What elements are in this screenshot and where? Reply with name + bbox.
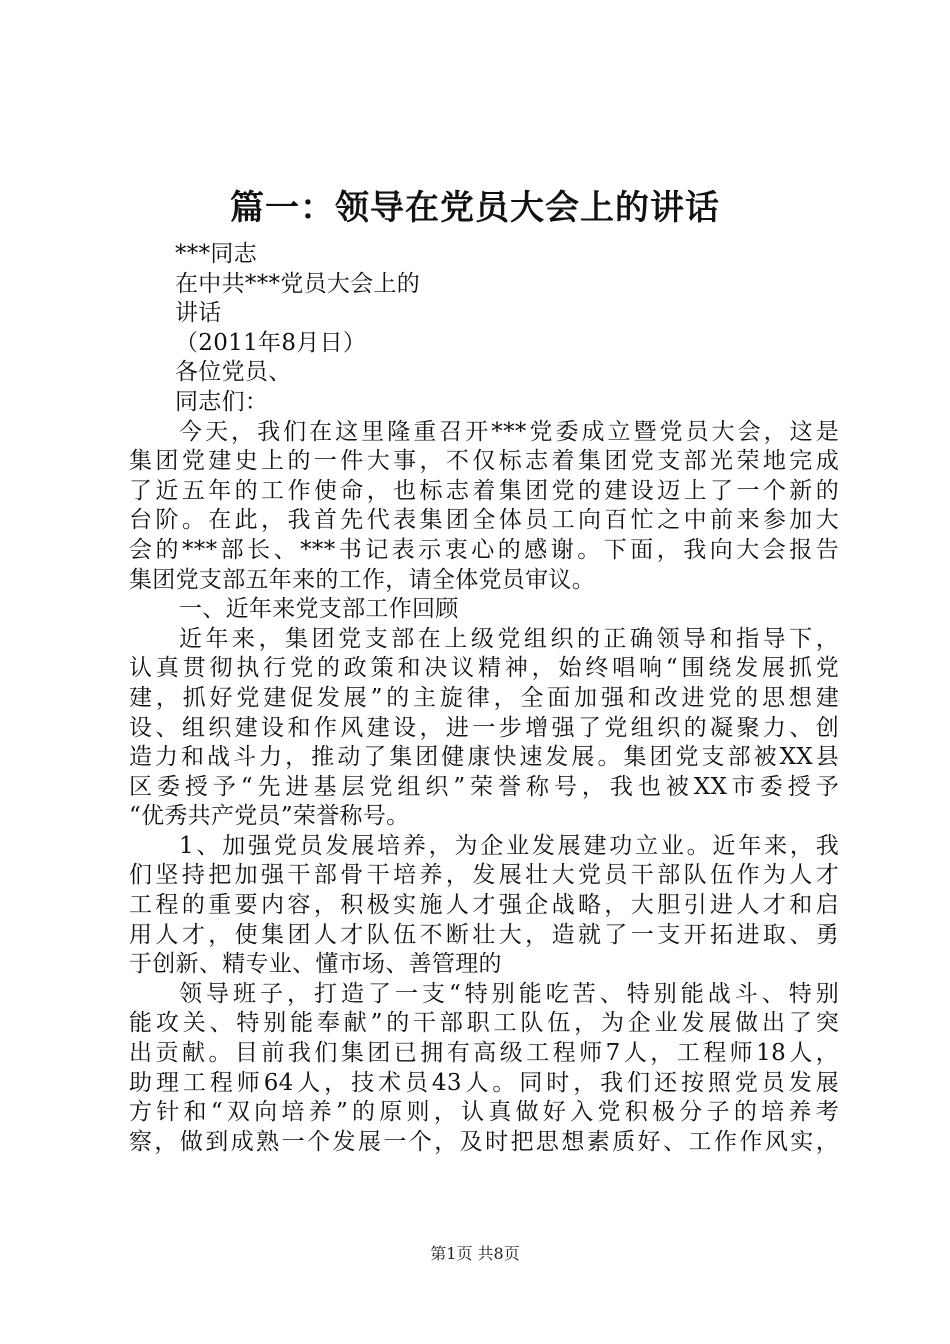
date-line: （2011年8月日）: [175, 329, 367, 356]
document-body: [129, 240, 839, 1157]
paragraph-line: 们坚持把加强干部骨干培养，发展壮大党员干部队伍作为人才: [129, 862, 839, 889]
section-heading: 一、近年来党支部工作回顾: [179, 596, 459, 623]
salutation-line: ***同志: [175, 241, 257, 267]
paragraph-line: 能攻关、特别能奉献”的干部职工队伍，为企业发展做出了突: [129, 1010, 839, 1037]
heading-line: 在中共***党员大会上的: [175, 270, 421, 297]
paragraph-line: 出贡献。目前我们集团已拥有高级工程师7人，工程师18人，: [129, 1040, 839, 1067]
paragraph-line: 于创新、精专业、懂市场、善管理的: [129, 951, 502, 978]
paragraph-line: 造力和战斗力，推动了集团健康快速发展。集团党支部被XX县: [129, 744, 839, 771]
paragraph-line: 助理工程师64人，技术员43人。同时，我们还按照党员发展: [129, 1069, 839, 1096]
paragraph-line: 集团党建史上的一件大事，不仅标志着集团党支部光荣地完成: [129, 448, 839, 475]
salutation-line: 同志们：: [175, 388, 269, 415]
paragraph-line: 领导班子，打造了一支“特别能吃苦、特别能战斗、特别: [179, 980, 839, 1007]
paragraph-line: 察，做到成熟一个发展一个，及时把思想素质好、工作作风实，: [129, 1128, 839, 1155]
heading-line: 讲话: [175, 300, 222, 327]
paragraph-line: 区委授予“先进基层党组织”荣誉称号，我也被XX市委授予: [129, 773, 839, 800]
paragraph-line: 认真贯彻执行党的政策和决议精神，始终唱响“围绕发展抓党: [129, 655, 839, 682]
paragraph-line: “优秀共产党员”荣誉称号。: [129, 803, 410, 830]
page-footer: 第1页 共8页: [430, 1244, 520, 1263]
paragraph-line: 近年来，集团党支部在上级党组织的正确领导和指导下，: [179, 625, 839, 652]
paragraph-line: 台阶。在此，我首先代表集团全体员工向百忙之中前来参加大: [129, 507, 839, 534]
paragraph-line: 设、组织建设和作风建设，进一步增强了党组织的凝聚力、创: [129, 714, 839, 741]
paragraph-line: 建，抓好党建促发展”的主旋律，全面加强和改进党的思想建: [129, 684, 839, 711]
paragraph-line: 集团党支部五年来的工作，请全体党员审议。: [129, 566, 595, 593]
paragraph-line: 工程的重要内容，积极实施人才强企战略，大胆引进人才和启: [129, 892, 839, 919]
paragraph-line: 了近五年的工作使命，也标志着集团党的建设迈上了一个新的: [129, 477, 839, 504]
paragraph-line: 方针和“双向培养”的原则，认真做好入党积极分子的培养考: [129, 1099, 839, 1126]
paragraph-line: 今天，我们在这里隆重召开***党委成立暨党员大会，这是: [179, 418, 839, 445]
salutation-line: 各位党员、: [175, 359, 292, 386]
document-title: 篇一：领导在党员大会上的讲话: [230, 188, 720, 228]
paragraph-line: 1、加强党员发展培养，为企业发展建功立业。近年来，我: [179, 832, 839, 859]
paragraph-line: 会的***部长、***书记表示衷心的感谢。下面，我向大会报告: [129, 536, 839, 563]
paragraph-line: 用人才，使集团人才队伍不断壮大，造就了一支开拓进取、勇: [129, 921, 839, 948]
